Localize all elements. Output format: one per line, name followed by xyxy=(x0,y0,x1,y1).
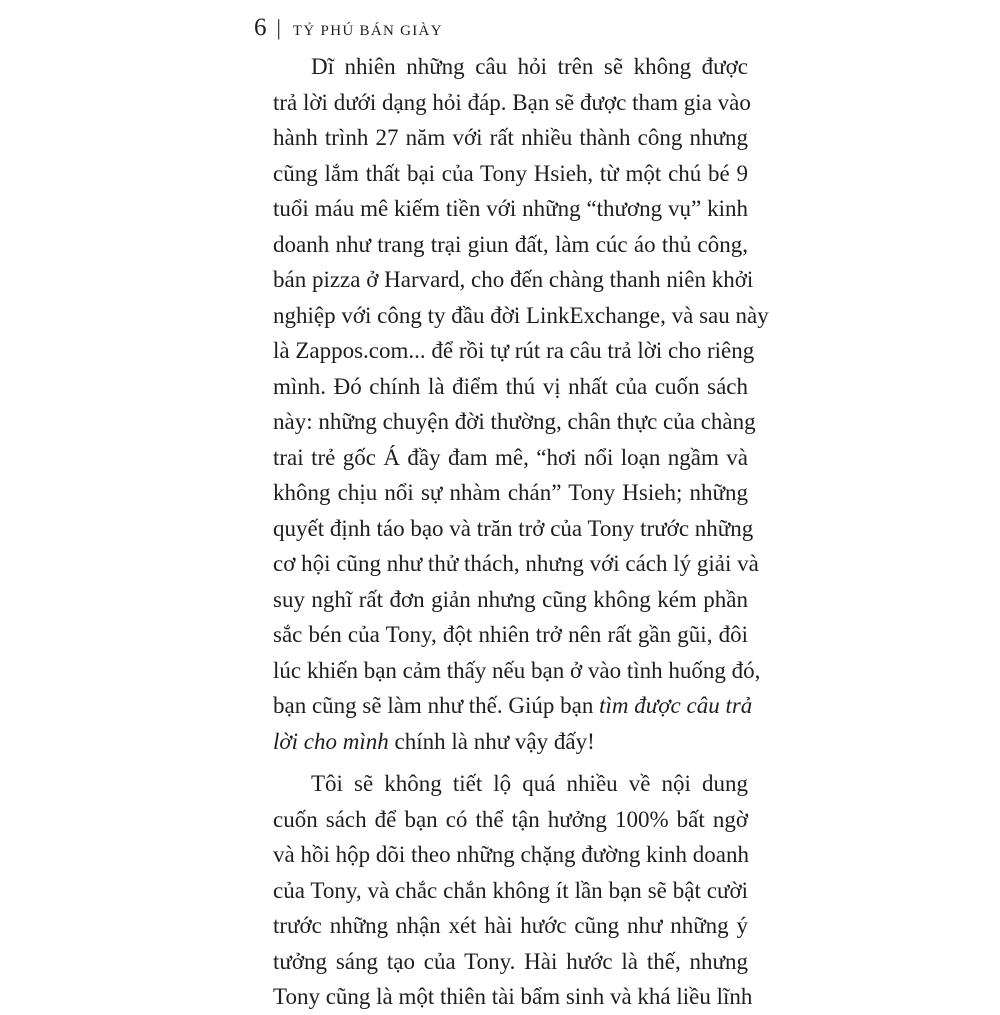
paragraph-1 xyxy=(273,49,769,688)
text-line: trước những nhận xét hài hước cũng như những ý xyxy=(273,913,748,938)
body-text xyxy=(273,49,769,1015)
text-line: này: những chuyện đời thường, chân thực của chàng xyxy=(273,409,756,434)
text-line: quyết định táo bạo và trăn trở của Tony trước những xyxy=(273,515,754,541)
text-line xyxy=(273,724,748,760)
text-span: bạn cũng sẽ làm như thế. Giúp bạn xyxy=(273,693,600,718)
text-line: suy nghĩ rất đơn giản nhưng cũng không kém phần xyxy=(273,586,748,612)
running-header xyxy=(254,14,443,42)
page-number: 6 xyxy=(254,14,267,41)
book-title: TỶ PHÚ BÁN GIÀY xyxy=(292,23,443,39)
text-line xyxy=(273,688,753,724)
text-line: Tôi sẽ không tiết lộ quá nhiều về nội dung xyxy=(311,771,748,796)
text-line: trai trẻ gốc Á đầy đam mê, “hơi nổi loạn ngầm và xyxy=(273,444,748,470)
text-line: Tony cũng là một thiên tài bẩm sinh và khá liều lĩnh xyxy=(273,984,753,1009)
italic-emphasis: lời cho mình xyxy=(273,728,389,754)
text-line: mình. Đó chính là điểm thú vị nhất của cuốn sách xyxy=(273,373,748,399)
text-line: cũng lắm thất bại của Tony Hsieh, từ một chú bé 9 xyxy=(273,160,748,186)
text-line: và hồi hộp dõi theo những chặng đường kinh doanh xyxy=(273,842,749,867)
text-span: chính là như vậy đấy! xyxy=(388,728,595,754)
text-line: tưởng sáng tạo của Tony. Hài hước là thế, nhưng xyxy=(273,948,748,974)
text-line: bán pizza ở Harvard, cho đến chàng thanh niên khởi xyxy=(273,267,754,292)
text-line: không chịu nổi sự nhàm chán” Tony Hsieh; những xyxy=(273,480,748,505)
text-line: của Tony, và chắc chắn không ít lần bạn sẽ bật cười xyxy=(273,877,748,903)
text-line: trả lời dưới dạng hỏi đáp. Bạn sẽ được tham gia vào xyxy=(273,89,751,115)
text-line: cuốn sách để bạn có thể tận hưởng 100% bất ngờ xyxy=(273,806,748,832)
text-line: nghiệp với công ty đầu đời LinkExchange, và sau này xyxy=(273,302,769,328)
text-line: sắc bén của Tony, đột nhiên trở nên rất gần gũi, đôi xyxy=(273,622,748,647)
text-line: là Zappos.com... để rồi tự rút ra câu trả lời cho riêng xyxy=(273,338,755,363)
text-line: Dĩ nhiên những câu hỏi trên sẽ không được xyxy=(311,54,748,79)
text-line: lúc khiến bạn cảm thấy nếu bạn ở vào tình huống đó, xyxy=(273,657,761,683)
paragraph-2 xyxy=(273,766,753,1015)
text-line: tuổi máu mê kiếm tiền với những “thương vụ” kinh xyxy=(273,196,748,221)
italic-emphasis: tìm được câu trả xyxy=(599,693,753,718)
header-separator: | xyxy=(276,15,281,40)
text-line: doanh như trang trại giun đất, làm cúc áo thủ công, xyxy=(273,231,748,257)
text-line: hành trình 27 năm với rất nhiều thành công nhưng xyxy=(273,125,748,150)
text-line: cơ hội cũng như thử thách, nhưng với cách lý giải và xyxy=(273,551,759,576)
